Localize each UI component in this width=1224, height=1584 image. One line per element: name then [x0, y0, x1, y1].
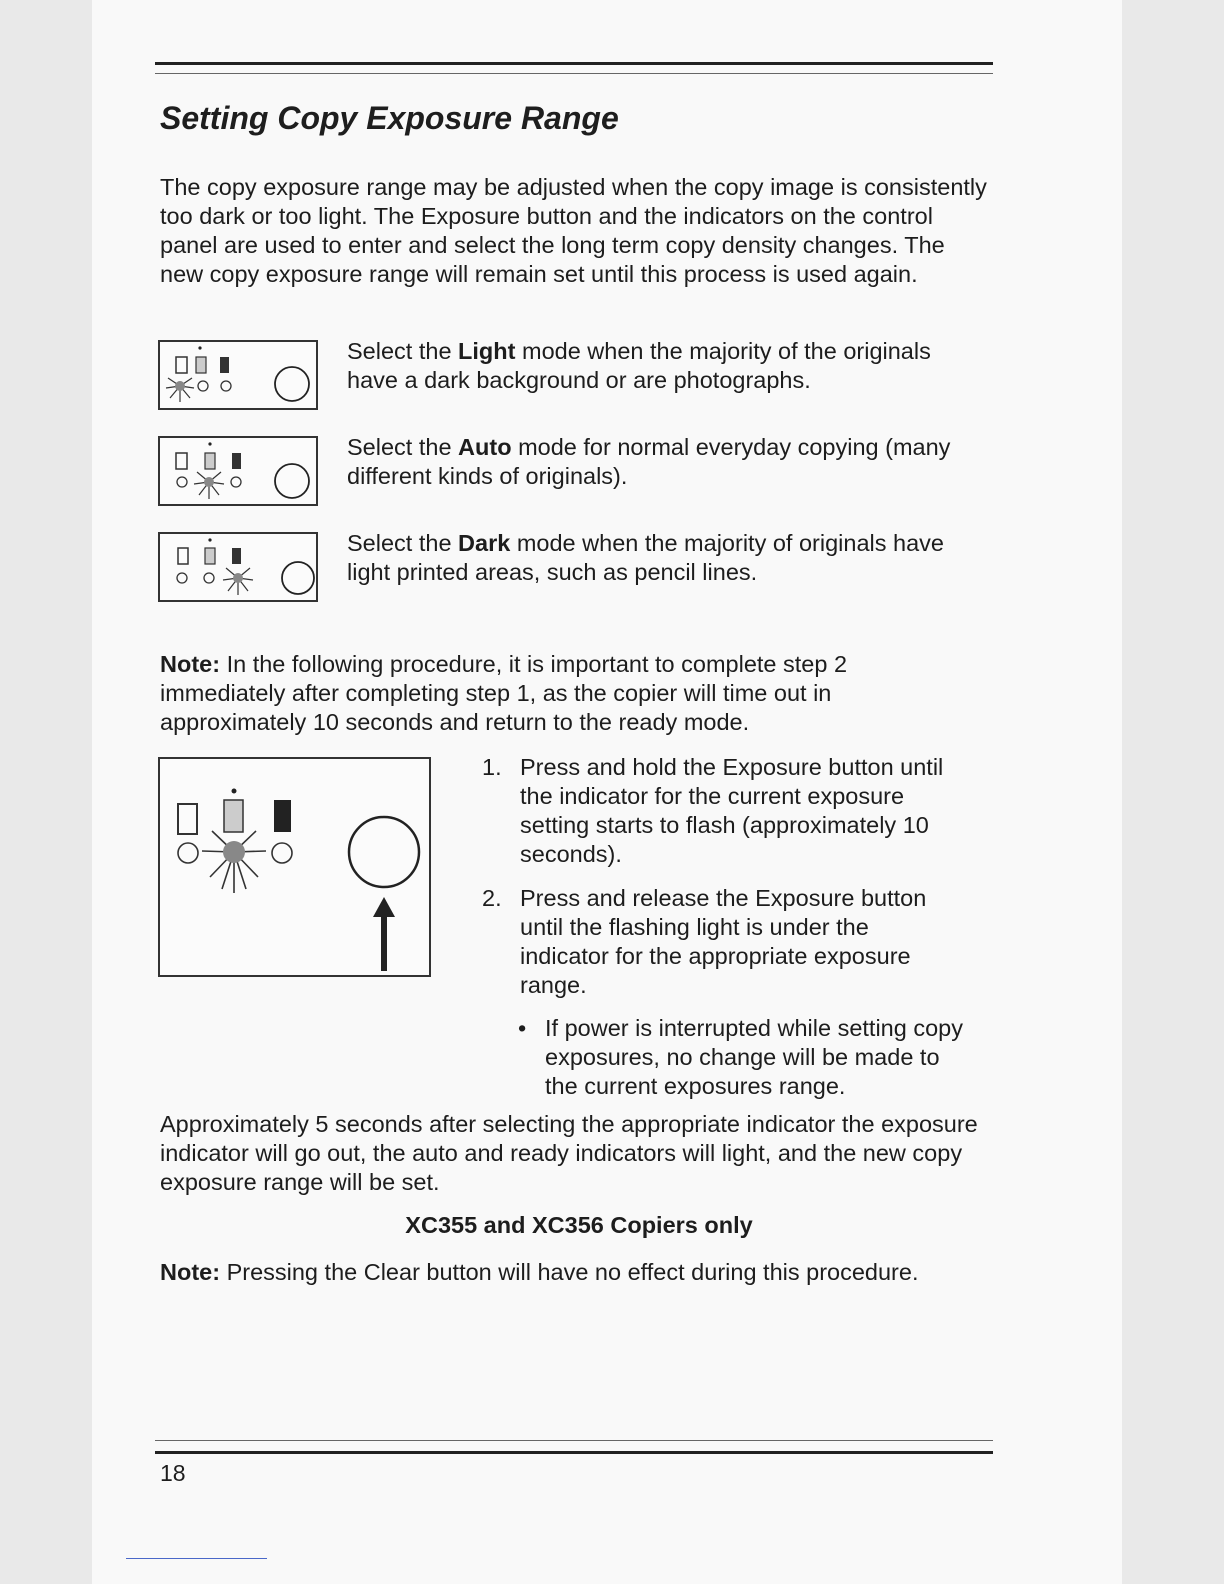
note-timeout: Note: In the following procedure, it is important to complete step 2 immediately after completing step 1, as the copier will time out in approximately 10 seconds and return to the ready mode.: [160, 651, 848, 735]
auto-mode-indicator-icon: [158, 436, 318, 506]
auto-mode-label: Auto: [458, 434, 512, 460]
after-steps-paragraph: Approximately 5 seconds after selecting the appropriate indicator the exposure indicator will go out, the auto and ready indicators will light, and the new copy exposure range will be set.: [160, 1111, 978, 1195]
bullet-dot-icon: •: [518, 1015, 527, 1041]
light-mode-description: Select the Light mode when the majority of the originals have a dark background or are photographs.: [347, 338, 931, 393]
scan-mark: [126, 1558, 267, 1559]
note-label: Note:: [160, 1259, 221, 1285]
page-number: 18: [160, 1460, 186, 1486]
intro-paragraph: The copy exposure range may be adjusted when the copy image is consistently too dark or too light. The Exposure button and the indicators on the control panel are used to enter and select the long term copy density changes. The new copy exposure range will remain set until this process is used again.: [160, 174, 987, 287]
top-rule: [155, 62, 993, 65]
light-mode-indicator-icon: [158, 340, 318, 410]
step-text: Press and hold the Exposure button until the indicator for the current exposure setting starts to flash (approximately 10 seconds).: [520, 754, 944, 867]
note-clear-button: Note: Pressing the Clear button will have no effect during this procedure.: [160, 1259, 919, 1285]
step-number: 1.: [482, 754, 502, 780]
power-interrupt-bullet: • If power is interrupted while setting copy exposures, no change will be made to the current exposures range.: [518, 1015, 963, 1099]
step-2: [482, 884, 960, 1000]
step-number: 2.: [482, 885, 502, 911]
dark-mode-description: Select the Dark mode when the majority of originals have light printed areas, such as pencil lines.: [347, 530, 944, 585]
top-rule-thin: [155, 73, 993, 74]
step-text: Press and release the Exposure button until the flashing light is under the indicator for the appropriate exposure range.: [520, 885, 927, 998]
models-heading: XC355 and XC356 Copiers only: [405, 1212, 753, 1238]
light-mode-label: Light: [458, 338, 516, 364]
page-title: Setting Copy Exposure Range: [160, 100, 619, 136]
step-1: [482, 753, 960, 869]
exposure-button-press-icon: [158, 757, 431, 977]
auto-mode-description: Select the Auto mode for normal everyday copying (many different kinds of originals).: [347, 434, 951, 489]
bottom-rule: [155, 1451, 993, 1454]
note-label: Note:: [160, 651, 221, 677]
bottom-rule-thin: [155, 1440, 993, 1441]
dark-mode-indicator-icon: [158, 532, 318, 602]
dark-mode-label: Dark: [458, 530, 511, 556]
